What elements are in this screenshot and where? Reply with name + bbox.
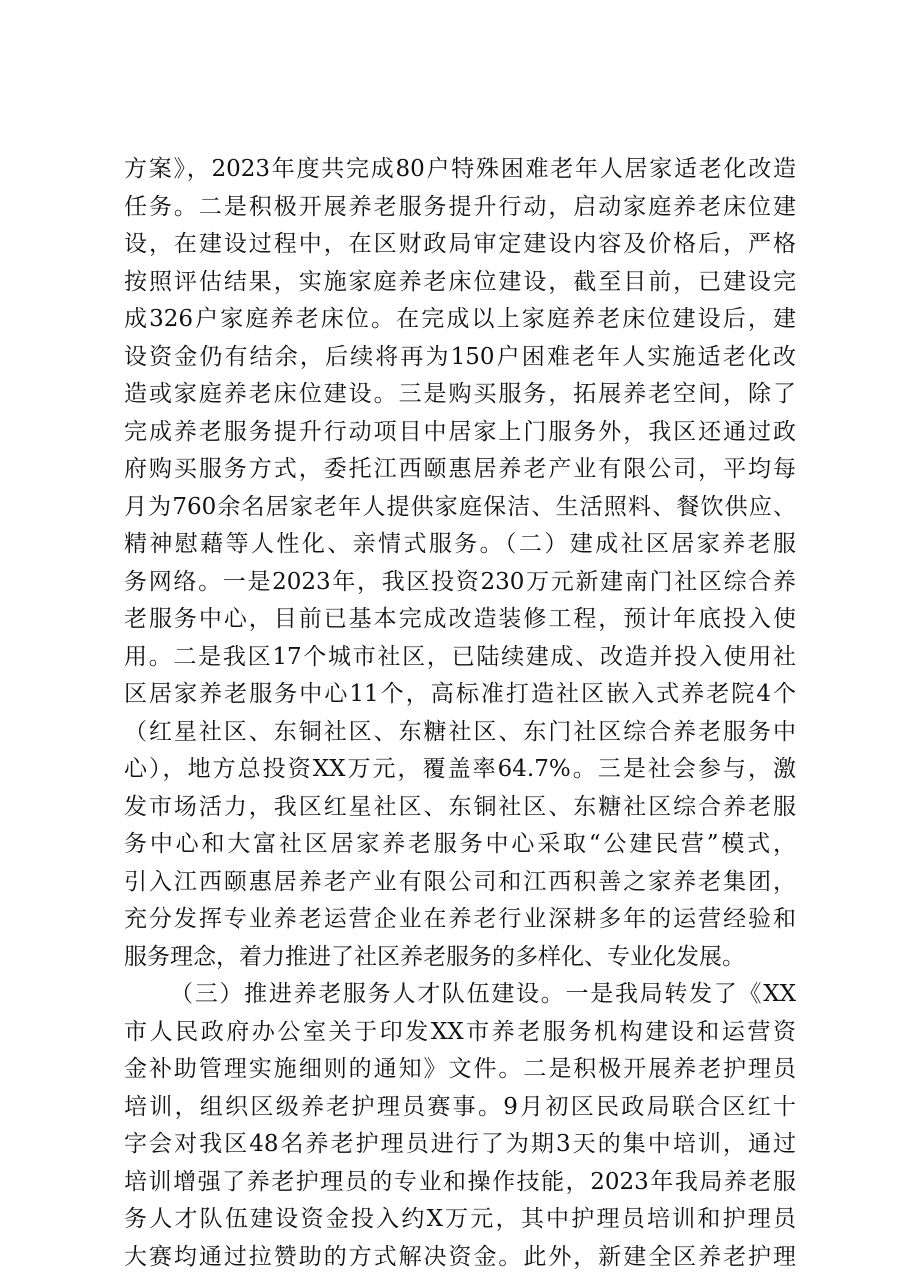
text-line: 设资金仍有结余，后续将再为150户困难老年人实施适老化改 bbox=[124, 343, 796, 370]
text-line: 设，在建设过程中，在区财政局审定建设内容及价格后，严格 bbox=[124, 231, 796, 257]
text-line: 务网络。一是2023年，我区投资230万元新建南门社区综合养 bbox=[124, 568, 796, 595]
text-line: 培训，组织区级养老护理员赛事。9月初区民政局联合区红十 bbox=[124, 1093, 796, 1120]
text-line: 按照评估结果，实施家庭养老床位建设，截至目前，已建设完 bbox=[124, 268, 796, 295]
paragraph-heading-line: （三）推进养老服务人才队伍建设。一是我局转发了《XX bbox=[170, 981, 796, 1007]
text-line: （红星社区、东铜社区、东糖社区、东门社区综合养老服务中 bbox=[124, 718, 796, 745]
text-line: 府购买服务方式，委托江西颐惠居养老产业有限公司，平均每 bbox=[124, 456, 796, 482]
text-line: 字会对我区48名养老护理员进行了为期3天的集中培训，通过 bbox=[124, 1131, 796, 1157]
text-line: 发市场活力，我区红星社区、东铜社区、东糖社区综合养老服 bbox=[124, 793, 796, 820]
text-line: 月为760余名居家老年人提供家庭保洁、生活照料、餐饮供应、 bbox=[124, 493, 796, 520]
text-line: 造或家庭养老床位建设。三是购买服务，拓展养老空间，除了 bbox=[124, 381, 796, 407]
text-line: 务人才队伍建设资金投入约X万元，其中护理员培训和护理员 bbox=[124, 1206, 796, 1232]
text-line: 区居家养老服务中心11个，高标准打造社区嵌入式养老院4个 bbox=[124, 681, 796, 707]
text-line: 培训增强了养老护理员的专业和操作技能，2023年我局养老服 bbox=[124, 1168, 796, 1195]
text-line: 务中心和大富社区居家养老服务中心采取“公建民营”模式， bbox=[124, 831, 796, 857]
text-line: 服务理念，着力推进了社区养老服务的多样化、专业化发展。 bbox=[124, 943, 745, 970]
text-line: 大赛均通过拉赞助的方式解决资金。此外，新建全区养老护理 bbox=[124, 1243, 796, 1270]
text-line: 充分发挥专业养老运营企业在养老行业深耕多年的运营经验和 bbox=[124, 906, 796, 932]
text-line: 市人民政府办公室关于印发XX市养老服务机构建设和运营资 bbox=[124, 1018, 796, 1045]
text-line: 金补助管理实施细则的通知》文件。二是积极开展养老护理员 bbox=[124, 1056, 796, 1082]
text-line: 精神慰藉等人性化、亲情式服务。（二）建成社区居家养老服 bbox=[124, 531, 796, 557]
text-line: 成326户家庭养老床位。在完成以上家庭养老床位建设后，建 bbox=[124, 306, 796, 332]
body-text bbox=[124, 151, 796, 1276]
text-line: 老服务中心，目前已基本完成改造装修工程，预计年底投入使 bbox=[124, 606, 796, 632]
text-line: 用。二是我区17个城市社区，已陆续建成、改造并投入使用社 bbox=[124, 643, 796, 670]
text-line: 方案》，2023年度共完成80户特殊困难老年人居家适老化改造 bbox=[124, 156, 796, 182]
text-line: 任务。二是积极开展养老服务提升行动，启动家庭养老床位建 bbox=[124, 193, 796, 220]
text-line: 心），地方总投资XX万元，覆盖率64.7%。三是社会参与，激 bbox=[124, 756, 796, 782]
text-line: 完成养老服务提升行动项目中居家上门服务外，我区还通过政 bbox=[124, 418, 796, 445]
text-line: 引入江西颐惠居养老产业有限公司和江西积善之家养老集团， bbox=[124, 868, 796, 895]
